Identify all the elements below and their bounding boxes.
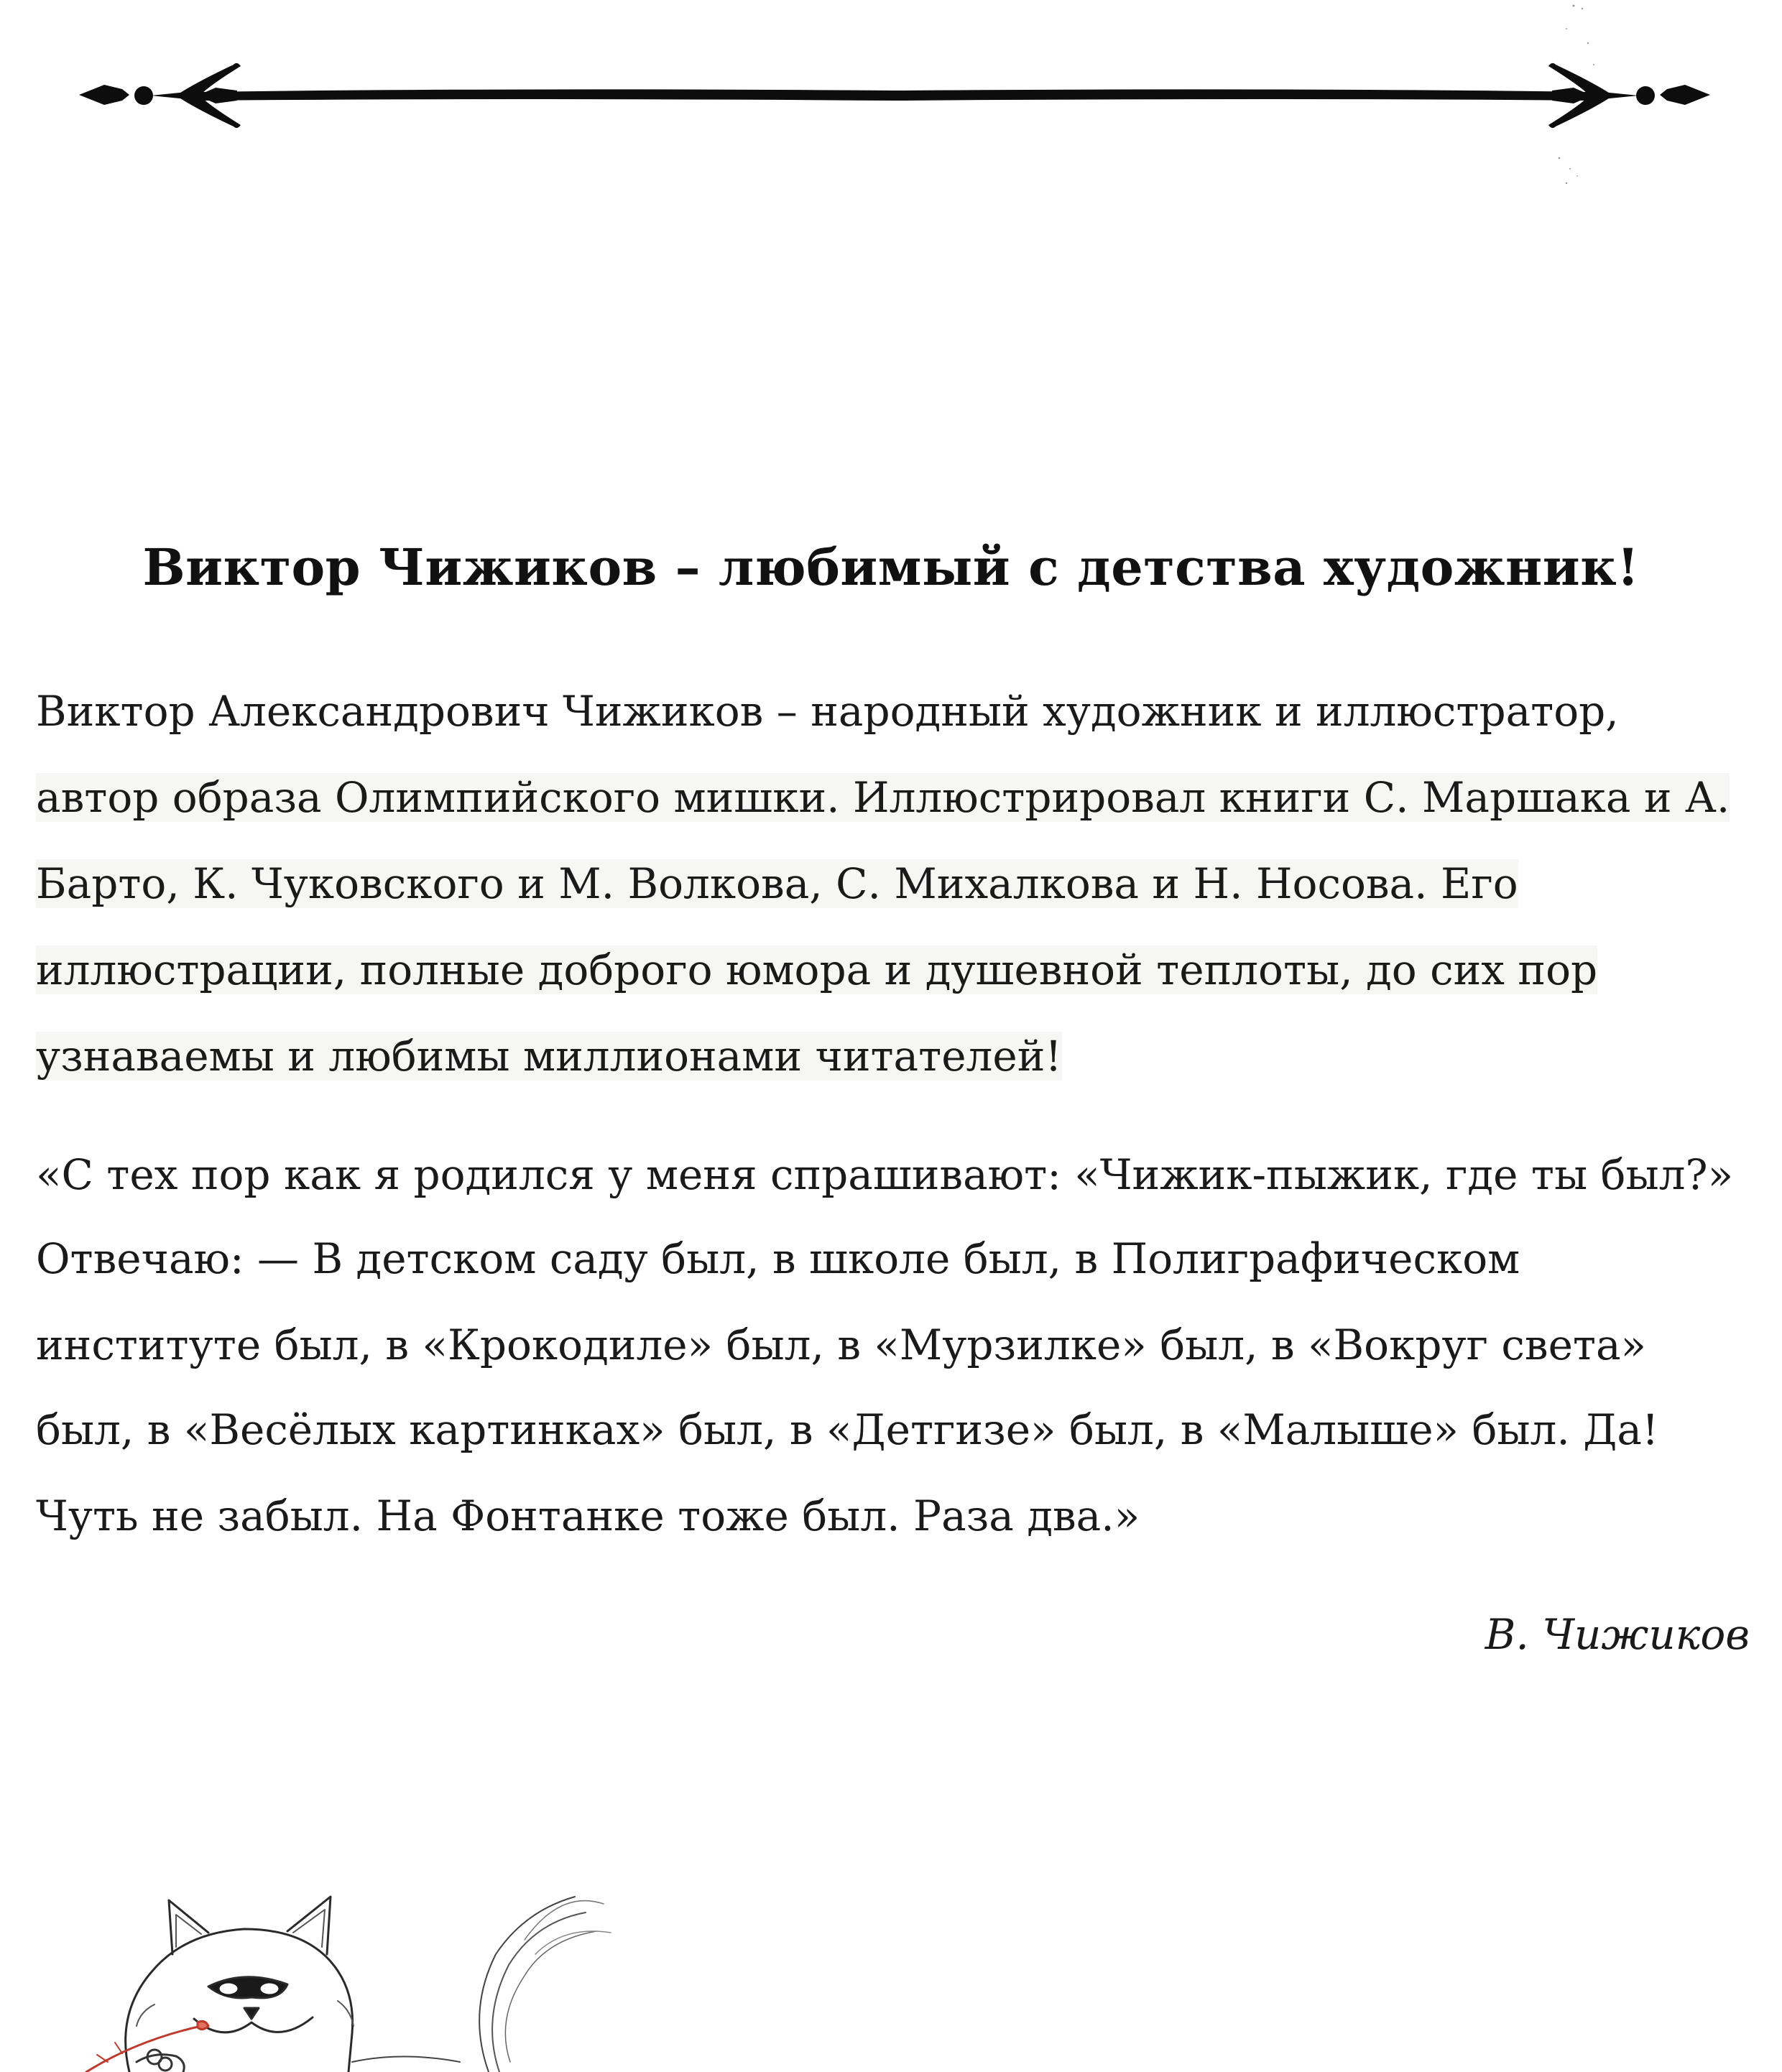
quote-line: Чуть не забыл. На Фонтанке тоже был. Раза два.» <box>36 1491 1140 1540</box>
paragraph-line <box>36 769 1730 826</box>
paragraph-line-text: узнаваемы и любимы миллионами читателей! <box>36 1032 1062 1081</box>
paragraph-line <box>36 1027 1062 1085</box>
quote-line: был, в «Весёлых картинках» был, в «Детгизе» был, в «Малыше» был. Да! <box>36 1405 1659 1454</box>
paragraph-line <box>36 855 1518 912</box>
quote-line: «С тех пор как я родился у меня спрашивают: «Чижик-пыжик, где ты был?» <box>36 1150 1734 1199</box>
paragraph-line: Виктор Александрович Чижиков – народный художник и иллюстратор, <box>36 687 1619 736</box>
author-signature: В. Чижиков <box>1485 1610 1750 1659</box>
paragraph-line-text: Барто, К. Чуковского и М. Волкова, С. Михалкова и Н. Носова. Его <box>36 859 1518 908</box>
cat-illustration-icon <box>29 1846 618 2072</box>
scan-speck-decoration <box>1538 0 1624 194</box>
paragraph-line <box>36 941 1597 999</box>
ornamental-divider-icon <box>72 43 1717 151</box>
paragraph-line-text: автор образа Олимпийского мишки. Иллюстрировал книги С. Маршака и А. <box>36 773 1730 822</box>
paragraph-line-text: иллюстрации, полные доброго юмора и душевной теплоты, до сих пор <box>36 945 1598 994</box>
quote-line: институте был, в «Крокодиле» был, в «Мурзилке» был, в «Вокруг света» <box>36 1321 1647 1369</box>
page-title: Виктор Чижиков – любимый с детства художник! <box>142 537 1640 597</box>
quote-line: Отвечаю: — В детском саду был, в школе был, в Полиграфическом <box>36 1234 1520 1283</box>
